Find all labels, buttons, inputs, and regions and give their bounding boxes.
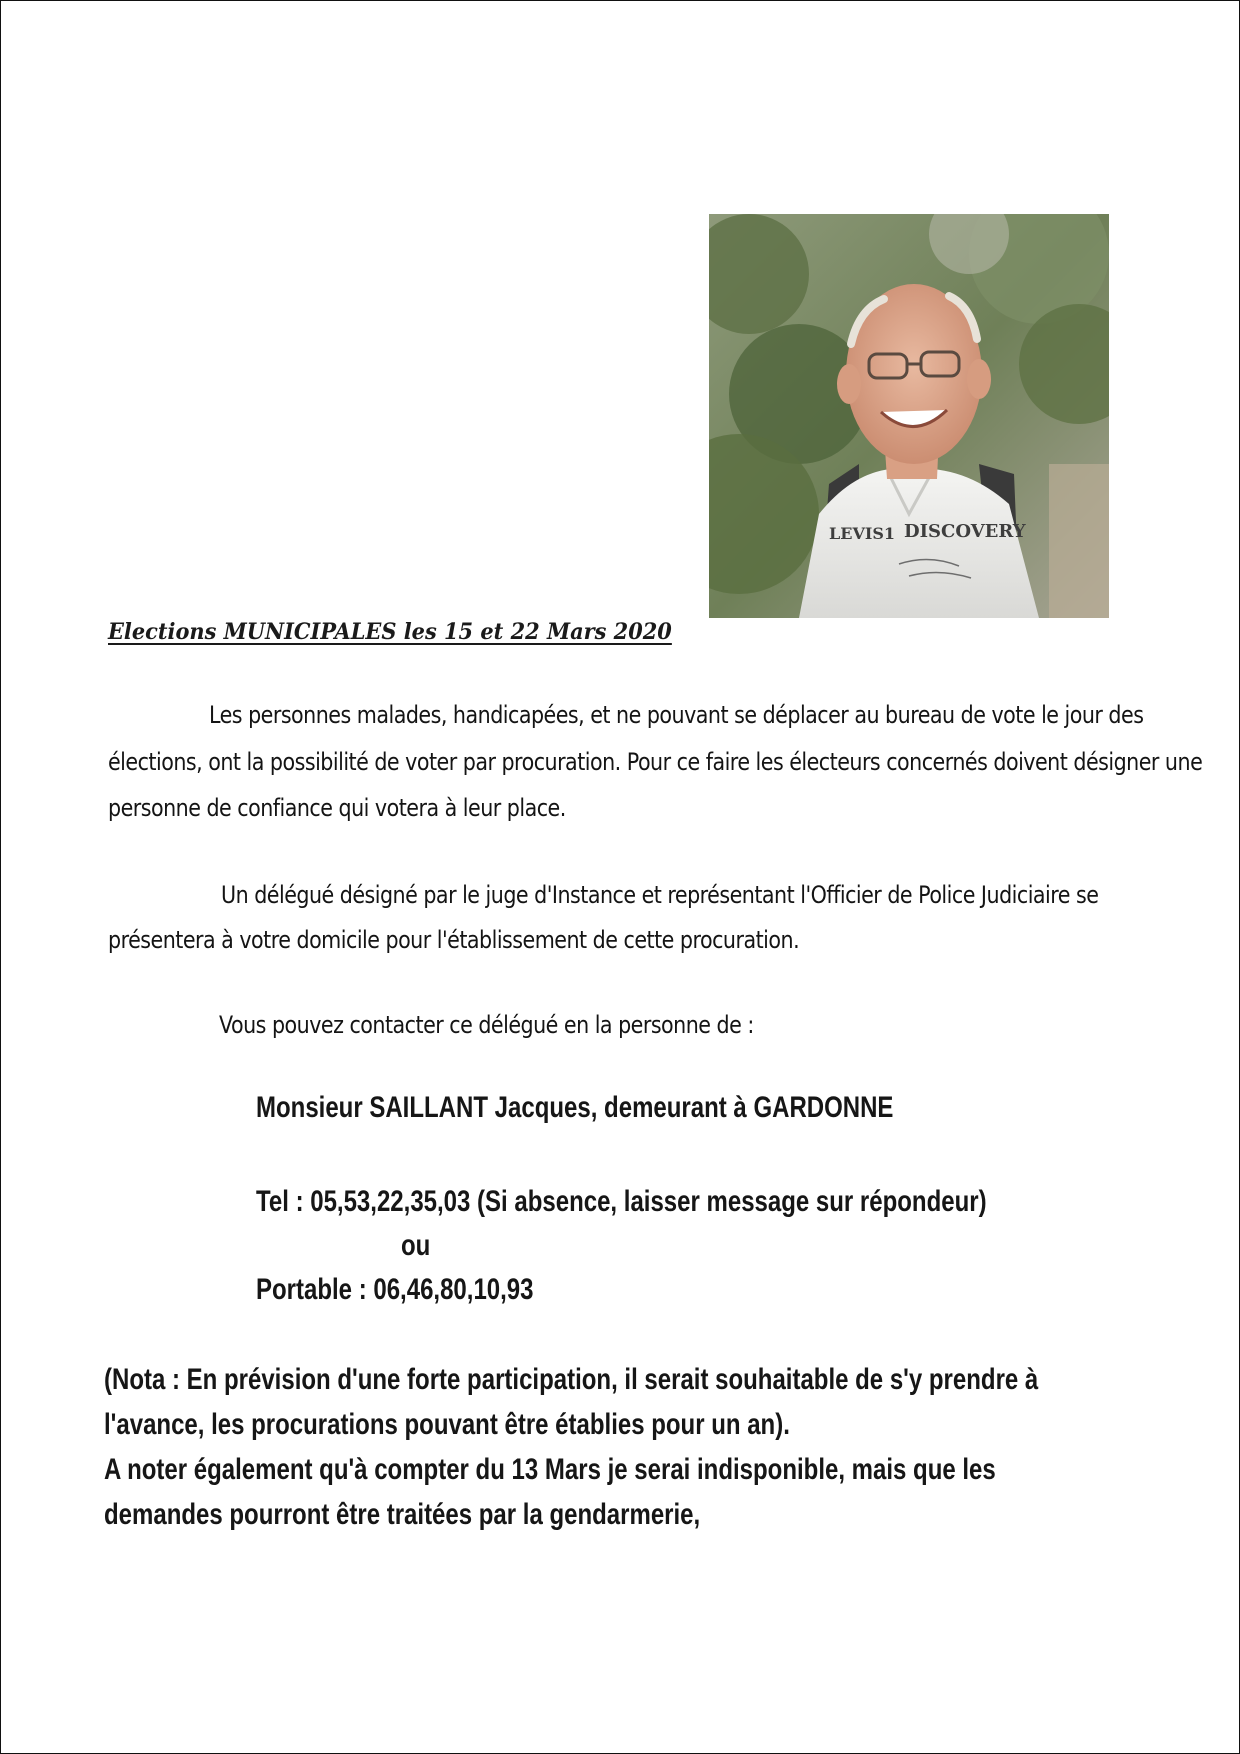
paragraph3: Vous pouvez contacter ce délégué en la personne de : [219, 1011, 754, 1039]
contact-mobile: Portable : 06,46,80,10,93 [256, 1273, 534, 1306]
nota-line1: (Nota : En prévision d'une forte participation, il serait souhaitable de s'y prendre à [104, 1363, 1039, 1396]
nota-line2: l'avance, les procurations pouvant être établies pour un an). [104, 1408, 790, 1441]
nota-line4: demandes pourront être traitées par la gendarmerie, [104, 1498, 701, 1531]
portrait-photo [709, 214, 1109, 618]
contact-or: ou [401, 1229, 431, 1262]
paragraph1-line2: élections, ont la possibilité de voter par procuration. Pour ce faire les électeurs concernés doivent désigner une [108, 748, 1203, 776]
paragraph1-line3: personne de confiance qui votera à leur place. [108, 794, 566, 822]
portrait-image [709, 214, 1109, 618]
paragraph1-line1: Les personnes malades, handicapées, et ne pouvant se déplacer au bureau de vote le jour des [209, 701, 1144, 729]
contact-tel: Tel : 05,53,22,35,03 (Si absence, laisser message sur répondeur) [256, 1185, 987, 1218]
shirt-text-left: LEVIS1 [829, 524, 896, 543]
shirt-text: DISCOVERY [904, 521, 1026, 542]
contact-name: Monsieur SAILLANT Jacques, demeurant à GARDONNE [256, 1091, 894, 1124]
heading-title: Elections MUNICIPALES les 15 et 22 Mars 2020 [108, 619, 672, 645]
paragraph2-line1: Un délégué désigné par le juge d'Instance et représentant l'Officier de Police Judiciaire se [221, 881, 1099, 909]
nota-line3: A noter également qu'à compter du 13 Mars je serai indisponible, mais que les [104, 1453, 996, 1486]
paragraph2-line2: présentera à votre domicile pour l'établissement de cette procuration. [108, 926, 800, 954]
